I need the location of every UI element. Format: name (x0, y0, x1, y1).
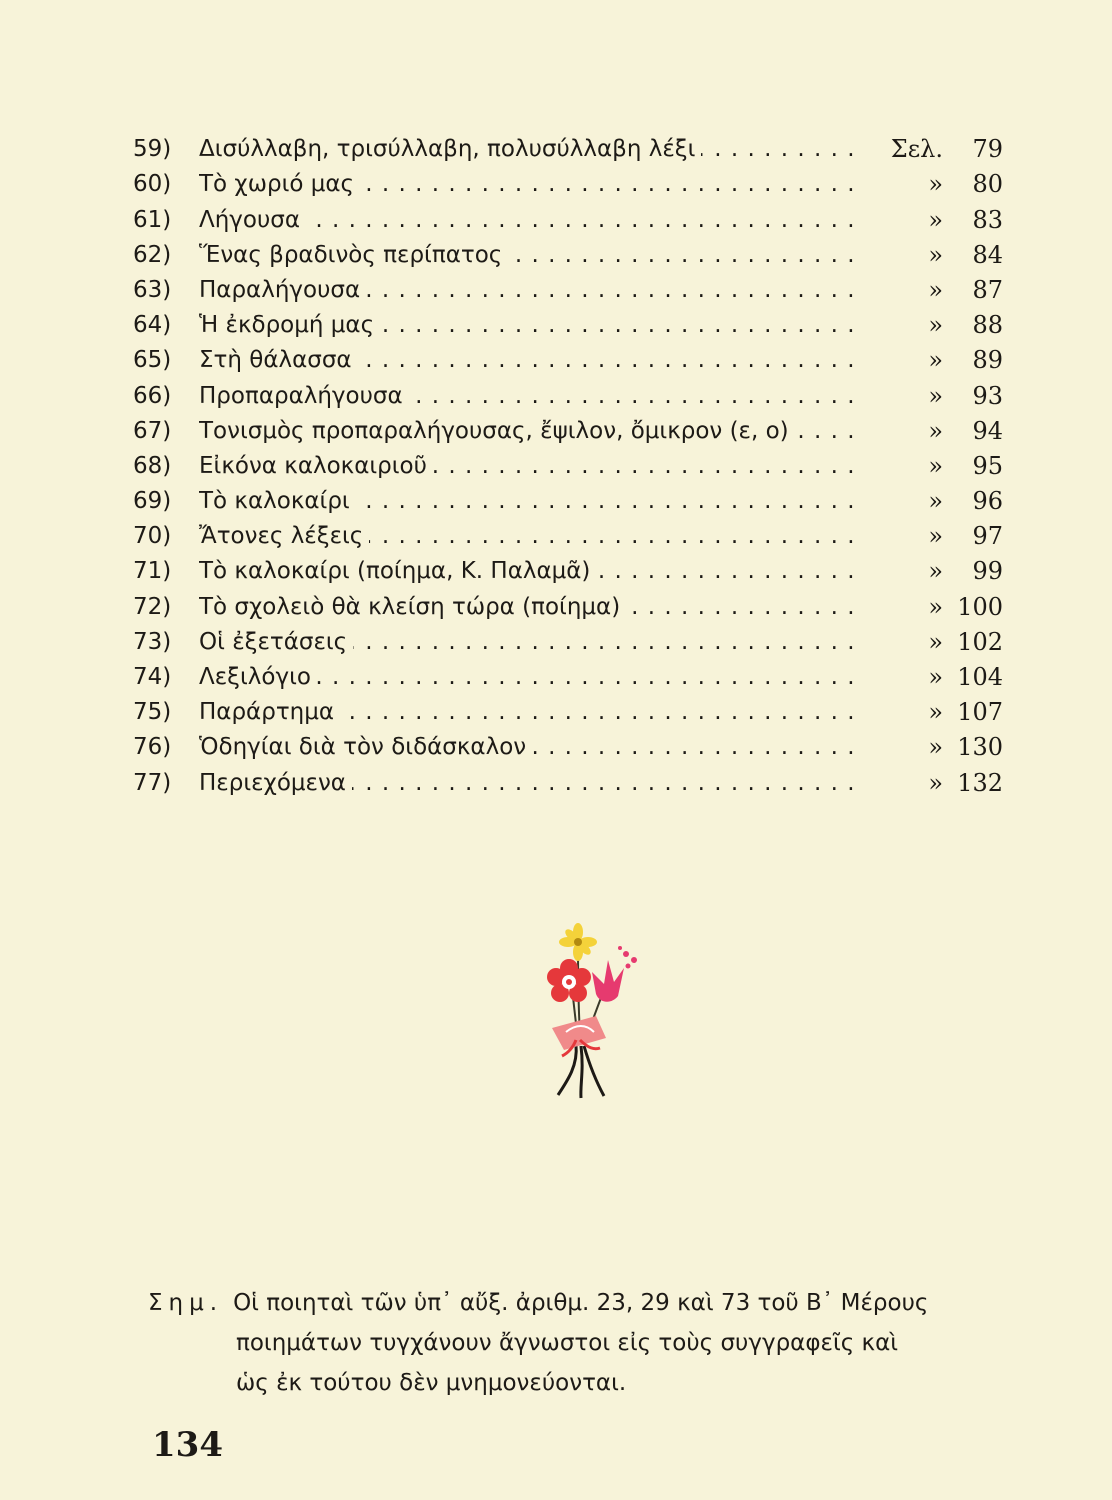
toc-entry (133, 339, 1003, 374)
toc-entry-number: 62) (133, 241, 172, 268)
toc-entry-page-ref (859, 135, 1003, 163)
toc-entry-page-number: 102 (957, 627, 1003, 656)
toc-entry (133, 585, 1003, 620)
toc-entry-page-mark: » (928, 663, 943, 691)
toc-entry-title (199, 698, 859, 726)
footnote-line-3: ὡς ἐκ τούτου δὲν μνημονεύονται. (236, 1370, 627, 1396)
toc-entry-number: 68) (133, 452, 172, 479)
toc-entry-page-number: 130 (957, 733, 1003, 762)
toc-entry-title (199, 417, 859, 445)
toc-entry-page-mark: » (928, 768, 943, 797)
toc-entry-page-ref (859, 452, 1003, 480)
toc-entry-page-ref (859, 311, 1003, 339)
toc-entry-title-text: Ἕνας βραδινὸς περίπατος (199, 242, 508, 268)
table-of-contents (133, 128, 1003, 797)
footnote-label: Σημ. (148, 1290, 224, 1316)
toc-entry-title (199, 769, 859, 797)
toc-entry-number: 75) (133, 699, 172, 726)
toc-entry-title (199, 593, 859, 621)
toc-entry-page-ref (859, 382, 1003, 410)
toc-entry-number: 73) (133, 628, 172, 655)
toc-entry-page-ref (859, 346, 1003, 374)
toc-entry (133, 304, 1003, 339)
page-number: 134 (152, 1425, 223, 1465)
toc-entry-number: 64) (133, 312, 172, 339)
toc-entry-title-text: Τὸ καλοκαίρι (199, 488, 356, 514)
toc-entry-title (199, 663, 859, 691)
toc-entry-title-text: Δισύλλαβη, τρισύλλαβη, πολυσύλλαβη λέξι (199, 136, 701, 162)
toc-entry-page-number: 89 (972, 346, 1003, 375)
toc-entry-page-mark: » (928, 592, 943, 621)
toc-entry-title-text: Λεξιλόγιο (199, 664, 317, 690)
toc-entry-page-mark: » (928, 487, 943, 516)
toc-entry-page-ref (859, 733, 1003, 761)
toc-entry-page-number: 104 (957, 663, 1003, 691)
toc-entry-title-text: Ἄτονες λέξεις (199, 523, 369, 549)
toc-entry-title (199, 346, 859, 374)
toc-entry-page-number: 83 (972, 205, 1003, 234)
toc-entry-page-number: 95 (972, 451, 1003, 480)
toc-entry-title (199, 206, 859, 234)
toc-entry-page-ref (859, 522, 1003, 550)
toc-entry-title (199, 487, 859, 515)
toc-entry-page-mark: » (928, 557, 943, 586)
toc-entry-page-number: 96 (972, 487, 1003, 516)
toc-entry-page-mark: » (928, 346, 943, 375)
toc-entry-title-text: Παραλήγουσα (199, 277, 366, 303)
toc-entry-page-ref (859, 698, 1003, 726)
toc-entry-page-number: 93 (972, 381, 1003, 410)
toc-entry-page-number: 79 (972, 135, 1003, 164)
toc-entry (133, 621, 1003, 656)
toc-entry-page-number: 94 (972, 416, 1003, 445)
toc-entry-page-ref (859, 557, 1003, 585)
toc-entry-title-text: Τονισμὸς προπαραλήγουσας, ἔψιλον, ὄμικρον (ε, ο) (199, 418, 795, 444)
toc-entry-page-mark: » (928, 522, 943, 551)
toc-entry-page-number: 132 (957, 768, 1003, 797)
toc-entry-number: 67) (133, 417, 172, 444)
toc-entry-page-number: 100 (957, 592, 1003, 621)
toc-entry-page-ref (859, 241, 1003, 269)
toc-entry-page-ref (859, 593, 1003, 621)
toc-entry-number: 61) (133, 206, 172, 233)
toc-entry (133, 726, 1003, 761)
toc-entry-page-mark: » (928, 170, 943, 199)
toc-entry-number: 71) (133, 558, 172, 585)
toc-entry (133, 234, 1003, 269)
toc-entry-page-ref (859, 170, 1003, 198)
toc-entry-title-text: Εἰκόνα καλοκαιριοῦ (199, 453, 433, 479)
footnote-line-1 (148, 1283, 1008, 1323)
toc-entry (133, 656, 1003, 691)
toc-entry (133, 198, 1003, 233)
toc-entry-page-number: 80 (972, 170, 1003, 199)
toc-entry-page-mark: » (928, 451, 943, 480)
toc-entry (133, 515, 1003, 550)
toc-entry-title-text: Τὸ καλοκαίρι (ποίημα, Κ. Παλαμᾶ) (199, 558, 596, 584)
footnote-line-1-text: Οἱ ποιηταὶ τῶν ὑπ᾽ αὔξ. ἀριθμ. 23, 29 καὶ 73 τοῦ Β᾽ Μέρους (233, 1290, 929, 1316)
toc-entry-number: 72) (133, 593, 172, 620)
toc-entry-number: 65) (133, 347, 172, 374)
toc-entry-title-text: Τὸ χωριό μας (199, 171, 360, 197)
toc-entry-page-mark: » (928, 240, 943, 269)
toc-entry (133, 761, 1003, 796)
toc-entry-title (199, 522, 859, 550)
toc-entry-page-ref (859, 769, 1003, 797)
toc-entry-number: 59) (133, 136, 172, 163)
toc-entry-title (199, 276, 859, 304)
toc-entry (133, 691, 1003, 726)
toc-entry-title (199, 241, 859, 269)
toc-entry-title-text: Στὴ θάλασσα (199, 347, 358, 373)
toc-entry-page-ref (859, 417, 1003, 445)
toc-entry-number: 76) (133, 734, 172, 761)
toc-entry-title-text: Οἱ ἐξετάσεις (199, 629, 353, 655)
toc-entry-page-mark: » (928, 381, 943, 410)
footnote (148, 1283, 1008, 1403)
toc-entry-page-number: 107 (957, 698, 1003, 727)
toc-entry-number: 70) (133, 523, 172, 550)
toc-entry-page-mark: » (928, 627, 943, 656)
flower-bouquet-icon (536, 920, 646, 1100)
toc-entry-title-text: Ἡ ἐκδρομή μας (199, 312, 380, 338)
toc-entry-page-mark: » (928, 733, 943, 762)
toc-entry-page-number: 87 (972, 275, 1003, 304)
toc-entry (133, 374, 1003, 409)
toc-entry (133, 445, 1003, 480)
toc-entry-page-number: 84 (972, 240, 1003, 269)
toc-entry-page-ref (859, 663, 1003, 691)
toc-entry-title-text: Λήγουσα (199, 207, 306, 233)
toc-entry-page-ref (859, 628, 1003, 656)
toc-entry-title (199, 452, 859, 480)
toc-entry-title-text: Ὁδηγίαι διὰ τὸν διδάσκαλον (199, 734, 532, 760)
toc-entry-number: 60) (133, 171, 172, 198)
toc-entry-title (199, 170, 859, 198)
toc-entry-title (199, 382, 859, 410)
toc-entry-page-mark: » (928, 416, 943, 445)
toc-entry-page-number: 88 (972, 311, 1003, 340)
toc-entry-title (199, 311, 859, 339)
toc-entry-page-ref (859, 206, 1003, 234)
toc-entry (133, 550, 1003, 585)
toc-entry-page-ref (859, 487, 1003, 515)
toc-entry-title (199, 628, 859, 656)
toc-entry-title-text: Παράρτημα (199, 699, 340, 725)
toc-entry-page-mark: » (928, 311, 943, 340)
toc-entry (133, 163, 1003, 198)
toc-entry-page-mark: » (928, 275, 943, 304)
toc-entry-number: 69) (133, 488, 172, 515)
toc-entry-number: 77) (133, 769, 172, 796)
toc-entry-title (199, 557, 859, 585)
toc-entry-number: 66) (133, 382, 172, 409)
toc-entry (133, 480, 1003, 515)
toc-entry-page-number: 99 (972, 557, 1003, 586)
toc-entry-page-mark: » (928, 698, 943, 727)
toc-entry-number: 74) (133, 664, 172, 690)
toc-entry (133, 410, 1003, 445)
toc-entry-number: 63) (133, 276, 172, 303)
toc-entry-page-number: 97 (972, 522, 1003, 551)
toc-entry-title-text: Προπαραλήγουσα (199, 383, 409, 409)
toc-entry-title-text: Περιεχόμενα (199, 770, 352, 796)
toc-entry (133, 269, 1003, 304)
toc-entry-page-mark: » (928, 205, 943, 234)
toc-entry (133, 128, 1003, 163)
toc-entry-page-mark: Σελ. (890, 135, 943, 164)
toc-entry-title (199, 733, 859, 761)
footnote-line-2: ποιημάτων τυγχάνουν ἄγνωστοι εἰς τοὺς συγγραφεῖς καὶ (236, 1330, 899, 1356)
toc-entry-page-ref (859, 276, 1003, 304)
toc-entry-title (199, 135, 859, 163)
toc-entry-title-text: Τὸ σχολειὸ θὰ κλείση τώρα (ποίημα) (199, 594, 626, 620)
